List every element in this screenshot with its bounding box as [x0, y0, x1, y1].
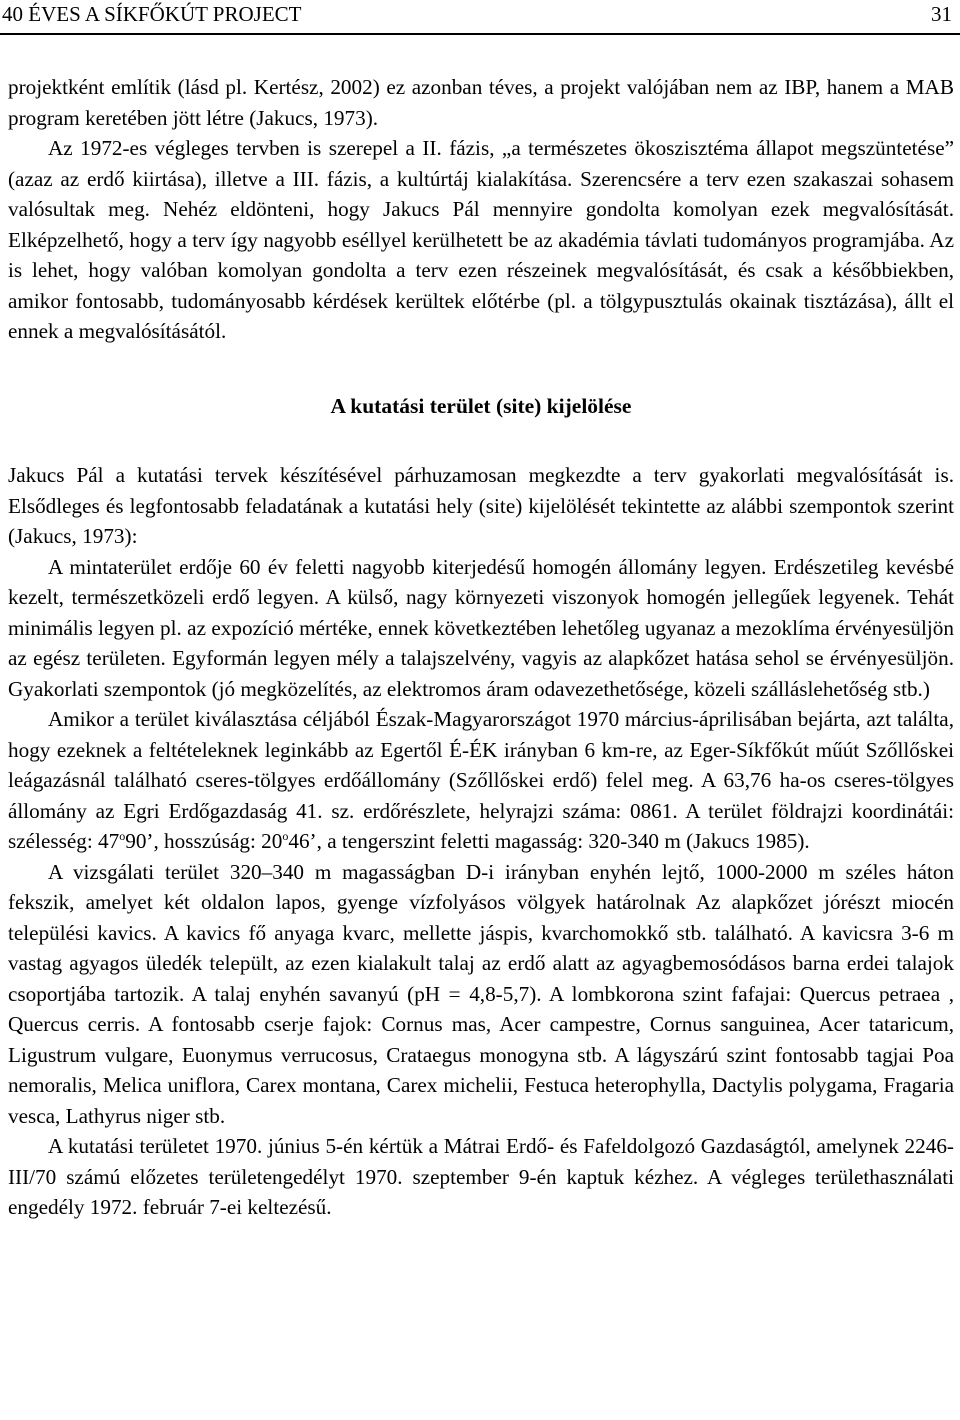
paragraph-7: A kutatási területet 1970. június 5-én kértük a Mátrai Erdő- és Fafeldolgozó Gazdaságtól, amelynek 2246-III/70 számú előzetes területengedélyt 1970. szeptember 9-én kaptuk kézhez. A végleges területhasználati engedély 1972. február 7-ei keltezésű. — [8, 1134, 954, 1219]
paragraph-3: Jakucs Pál a kutatási tervek készítésével párhuzamosan megkezdte a terv gyakorlati megvalósítását is. Elsődleges és legfontosabb feladatának a kutatási hely (site) kijelölését tekintette az alábbi szempontok szerint (Jakucs, 1973): — [8, 463, 954, 548]
paragraph-5-part-a: Amikor a terület kiválasztása céljából Észak-Magyarországot 1970 március-áprilisában bejárta, azt találta, hogy ezeknek a feltételeknek leginkább az Egertől É-ÉK irányban 6 km-re, az Eger-Síkfőkút műút Szőllőskei leágazásnál található cseres-tölgyes erdőállomány (Szőllőskei erdő) felel meg. A 63,76 ha-os cseres-tölgyes állomány az Egri Erdőgazdaság 41. sz. erdőrészlete, helyrajzi száma: 0861. A terület földrajzi koordinátái: szélesség: 47 — [8, 707, 954, 853]
page-number: 31 — [931, 2, 952, 26]
section-heading: A kutatási terület (site) kijelölése — [330, 393, 632, 418]
paragraph-5-part-c: 46’, a tengerszint feletti magasság: 320-340 m (Jakucs 1985). — [288, 829, 810, 853]
degree-superscript: o — [119, 829, 126, 843]
running-header — [0, 0, 960, 35]
paragraph-1: projektként említik (lásd pl. Kertész, 2002) ez azonban téves, a projekt valójában nem az IBP, hanem a MAB program keretében jött létre (Jakucs, 1973). — [8, 75, 954, 130]
header-title: 40 ÉVES A SÍKFŐKÚT PROJECT — [2, 2, 302, 26]
paragraph-6: A vizsgálati terület 320–340 m magasságban D-i irányban enyhén lejtő, 1000-2000 m széles háton fekszik, amelyet két oldalon lapos, gyenge vízfolyásos völgyek határolnak Az alapkőzet jórészt miocén települési kavics. A kavics fő anyaga kvarc, mellette jáspis, kvarchomokkő stb. található. A kavicsra 3-6 m vastag agyagos üledék települt, az ezen kialakult talaj az erdő alatt az agyagbemosódásos barna erdei talajok csoportjába tartozik. A talaj enyhén savanyú (pH = 4,8-5,7). A lombkorona szint fafajai: Quercus petraea , Quercus cerris. A fontosabb cserje fajok: Cornus mas, Acer campestre, Cornus sanguinea, Acer tataricum, Ligustrum vulgare, Euonymus verrucosus, Crataegus monogyna stb. A lágyszárú szint fontosabb tagjai Poa nemoralis, Melica uniflora, Carex montana, Carex michelii, Festuca heterophylla, Dactylis polygama, Fragaria vesca, Lathyrus niger stb. — [8, 859, 954, 1128]
body-text — [8, 72, 954, 1223]
degree-superscript: o — [282, 829, 289, 843]
paragraph-4: A mintaterület erdője 60 év feletti nagyobb kiterjedésű homogén állomány legyen. Erdészetileg kevésbé kezelt, természetközeli erdő legyen. A külső, nagy környezeti viszonyok homogén jellegűek legyenek. Tehát minimális legyen pl. az expozíció mértéke, ennek következtében lehetőleg ugyanaz a mezoklíma érvényesüljön az egész területen. Egyformán legyen mély a talajszelvény, vagyis az alapkőzet hatása sehol se érvényesüljön. Gyakorlati szempontok (jó megközelítés, az elektromos áram odavezethetősége, közeli szálláslehetőség stb.) — [8, 554, 954, 701]
paragraph-2: Az 1972-es végleges tervben is szerepel a II. fázis, „a természetes ökoszisztéma állapot megszüntetése” (azaz az erdő kiirtása), illetve a III. fázis, a kultúrtáj kialakítása. Szerencsére a terv ezen szakaszai sohasem valósultak meg. Nehéz eldönteni, hogy Jakucs Pál mennyire gondolta komolyan ezek megvalósítását. Elképzelhető, hogy a terv így nagyobb eséllyel kerülhetett be az akadémia távlati tudományos programjába. Az is lehet, hogy valóban komolyan gondolta a terv ezen részeinek megvalósítását, és csak a későbbiekben, amikor fontosabb, tudományosabb kérdések kerültek előtérbe (pl. a tölgypusztulás okainak tisztázása), állt el ennek a megvalósításától. — [8, 136, 954, 343]
paragraph-5-part-b: 90’, hosszúság: 20 — [125, 829, 283, 853]
paragraph-5 — [8, 704, 954, 857]
